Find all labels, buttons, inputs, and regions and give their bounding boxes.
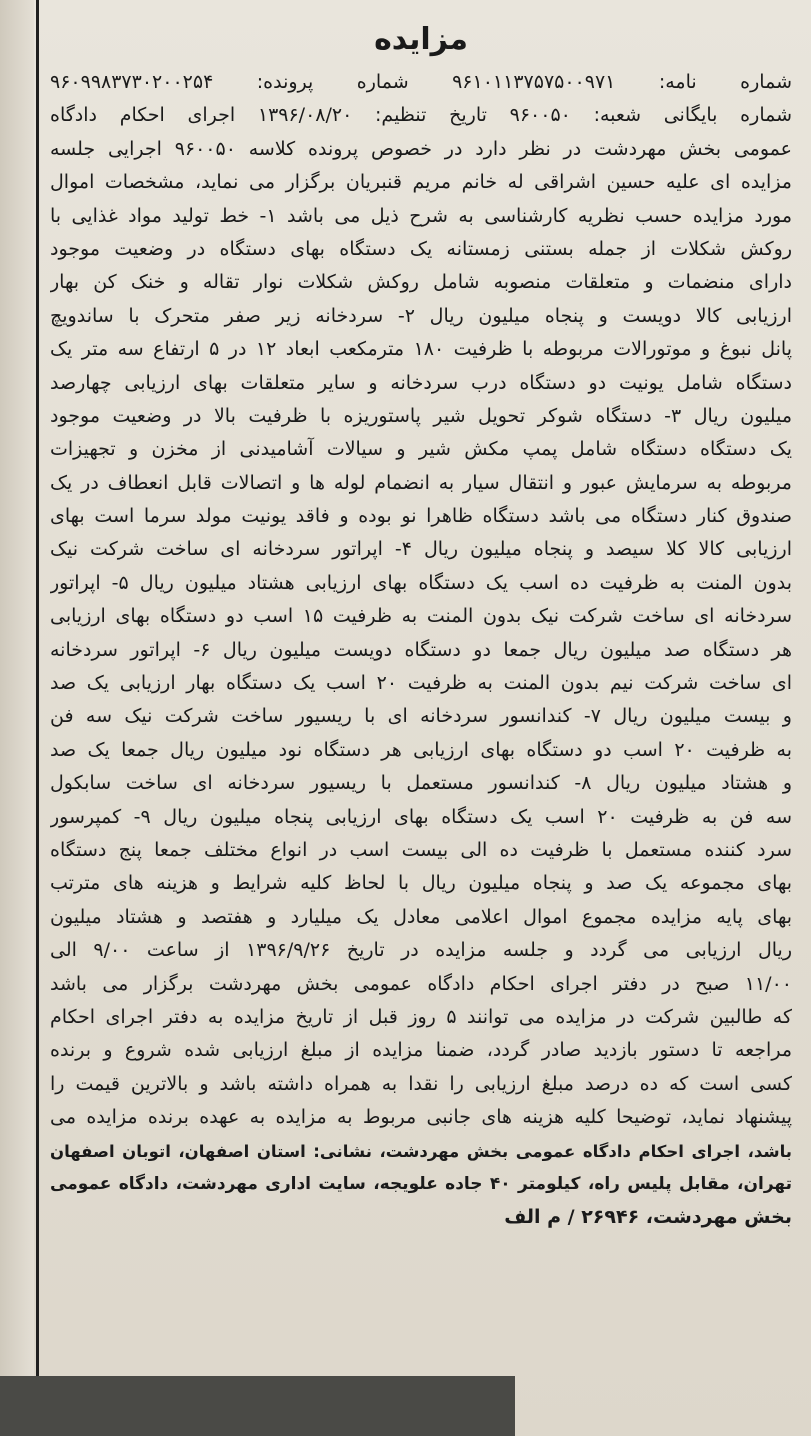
notice-line: شماره بایگانی شعبه: ۹۶۰۰۵۰ تاریخ تنظیم: ۱۳۹۶/۰۸/۲۰ اجرای احکام دادگاه — [50, 104, 792, 127]
notice-line: و هشتاد میلیون ریال ۸- کندانسور مستعمل با ریسیور سردخانه ای ساخت سابکول — [50, 772, 792, 795]
notice-line: بدون المنت به ظرفیت ده اسب یک دستگاه بهای ارزیابی هشتاد میلیون ریال ۵- اپراتور — [50, 571, 792, 594]
auction-notice — [50, 20, 792, 1235]
notice-line: ای ساخت شرکت نیم بدون المنت به ظرفیت ۲۰ اسب یک دستگاه بهار ارزیابی یک صد — [50, 672, 792, 695]
notice-line: بهای مجموعه یک صد و پنجاه میلیون ریال با لحاظ کلیه شرایط و هزینه های مترتب — [50, 872, 792, 895]
dark-bottom-region — [0, 1376, 515, 1436]
notice-line: پانل نبوغ و موتورالات مربوطه با ظرفیت ۱۸۰ مترمکعب ابعاد ۱۲ در ۵ ارتفاع سه متر یک — [50, 338, 792, 361]
notice-line: ارزیابی کالا دویست و پنجاه میلیون ریال ۲- سردخانه زیر صفر متحرک با ساندویچ — [50, 304, 792, 327]
notice-line: ریال ارزیابی می گردد و جلسه مزایده در تاریخ ۱۳۹۶/۹/۲۶ از ساعت ۹/۰۰ الی — [50, 939, 792, 962]
notice-line: ارزیابی کالا کلا سیصد و پنجاه میلیون ریال ۴- اپراتور سردخانه ای ساخت شرکت نیک — [50, 538, 792, 561]
notice-line: شماره نامه: ۹۶۱۰۱۱۳۷۵۷۵۰۰۹۷۱ شماره پرونده: ۹۶۰۹۹۸۳۷۳۰۲۰۰۲۵۴ — [50, 71, 792, 93]
notice-line: سردخانه ای ساخت شرکت نیک بدون المنت به ظرفیت ۱۵ اسب دو دستگاه بهای ارزیابی — [50, 605, 792, 628]
notice-line: پیشنهاد نماید، توضیحا کلیه هزینه های جانبی مربوط به مزایده به عهده برنده مزایده می — [50, 1106, 792, 1129]
notice-line: میلیون ریال ۳- دستگاه شوکر تحویل شیر پاستوریزه با ظرفیت بالا در وضعیت موجود — [50, 404, 792, 427]
notice-line: سرد کننده مستعمل با ظرفیت ده الی بیست اسب در انواع مختلف جمعا پنج دستگاه — [50, 838, 792, 861]
notice-line: یک دستگاه دستگاه شامل پمپ مکش شیر و سیالات آشامیدنی از مخزن و تجهیزات — [50, 438, 792, 461]
notice-line: دستگاه شامل یونیت دو دستگاه درب سردخانه و سایر متعلقات بهای ارزیابی چهارصد — [50, 371, 792, 394]
notice-line: دارای منضمات و متعلقات منصوبه شامل روکش شکلات نوار تقاله و خنک کن بهار — [50, 271, 792, 294]
notice-line: صندوق کنار دستگاه می باشد دستگاه ظاهرا نو بوده و فاقد یونیت مولد سرما است بهای — [50, 505, 792, 528]
notice-line: روکش شکلات از جمله بستنی زمستانه یک دستگاه بهای دستگاه در وضعیت موجود — [50, 237, 792, 260]
notice-line: ۱۱/۰۰ صبح در دفتر اجرای احکام دادگاه عمومی بخش مهردشت برگزار می باشد — [50, 972, 792, 995]
notice-line: هر دستگاه صد میلیون ریال جمعا دو دستگاه دویست میلیون ریال ۶- اپراتور سردخانه — [50, 638, 792, 661]
notice-line: به ظرفیت ۲۰ اسب دو دستگاه بهای ارزیابی هر دستگاه نود میلیون ریال جمعا یک صد — [50, 738, 792, 761]
notice-line-address: تهران، مقابل پلیس راه، کیلومتر ۴۰ جاده علویجه، سایت اداری مهردشت، دادگاه عمومی — [50, 1173, 792, 1194]
notice-line: مربوطه به سرمایش عبور و انتقال سیار به انضمام لوله ها و اتصالات قابل انعطاف در یک — [50, 471, 792, 494]
adjacent-column-strip — [0, 0, 34, 1436]
notice-title: مزایده — [374, 22, 468, 57]
notice-line: مراجعه تا دستور بازدید صادر گردد، ضمنا مزایده از مبلغ ارزیابی شده شروع و برنده — [50, 1039, 792, 1062]
notice-line: سه فن به ظرفیت ۲۰ اسب یک دستگاه بهای ارزیابی پنجاه میلیون ریال ۹- کمپرسور — [50, 805, 792, 828]
column-divider — [36, 0, 39, 1436]
notice-line: عمومی بخش مهردشت در نظر دارد در خصوص پرونده کلاسه ۹۶۰۰۵۰ اجرایی جلسه — [50, 137, 792, 160]
notice-line-address: باشد، اجرای احکام دادگاه عمومی بخش مهردشت، نشانی: استان اصفهان، اتوبان اصفهان — [50, 1141, 792, 1161]
notice-line: مزایده ای علیه حسین اشراقی له خانم مریم قنبریان برگزار می نماید، مشخصات اموال — [50, 171, 792, 194]
notice-line: و بیست میلیون ریال ۷- کندانسور سردخانه ای با ریسیور ساخت شرکت نیک سه فن — [50, 705, 792, 728]
notice-line: که طالبین شرکت در مزایده می توانند ۵ روز قبل از تاریخ مزایده به دفتر اجرای احکام — [50, 1005, 792, 1028]
notice-line: مورد مزایده حسب نظریه کارشناسی به شرح ذیل می باشد ۱- خط تولید مواد غذایی با — [50, 204, 792, 227]
notice-line: بهای پایه مزایده مجموع اموال اعلامی معادل یک میلیارد و هفتصد و هشتاد میلیون — [50, 905, 792, 928]
notice-line-reference: بخش مهردشت، ۲۶۹۴۶ / م الف — [504, 1206, 792, 1229]
notice-line: کسی است که ده درصد مبلغ ارزیابی را نقدا به همراه داشته باشد و بالاترین قیمت را — [50, 1072, 792, 1095]
